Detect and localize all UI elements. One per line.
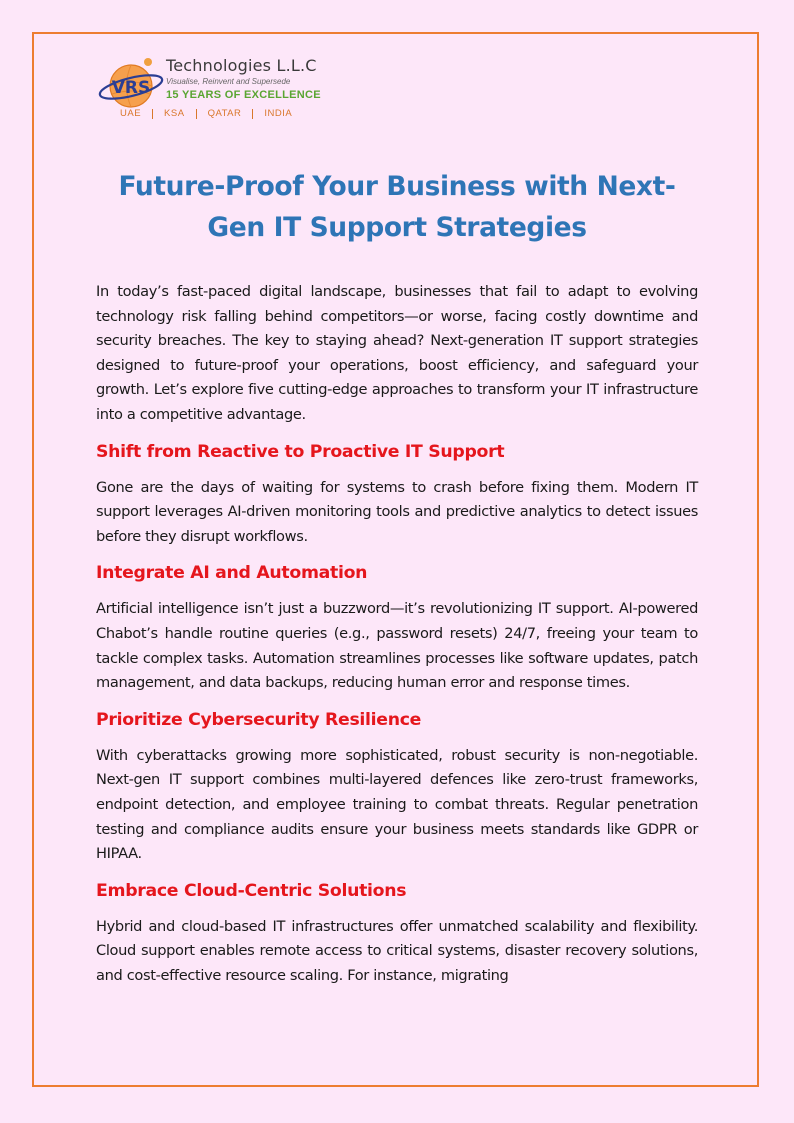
- section-heading: Prioritize Cybersecurity Resilience: [96, 709, 422, 730]
- section-heading: Embrace Cloud-Centric Solutions: [96, 880, 407, 901]
- document-title: Future-Proof Your Business with Next-Gen IT Support Strategies: [118, 171, 676, 243]
- logo-tagline: Visualise, Reinvent and Supersede: [166, 77, 291, 86]
- document-body: [96, 280, 698, 1000]
- logo-mark-text: VRS: [111, 78, 151, 98]
- region-india: INDIA: [264, 108, 293, 119]
- section-proactive-support: [96, 440, 698, 550]
- logo-years-badge: 15 YEARS OF EXCELLENCE: [166, 89, 321, 101]
- intro-paragraph: In today’s fast-paced digital landscape, businesses that fail to adapt to evolving technology risk falling behind competitors—or worse, facing costly downtime and security breaches. The key to staying ahead? Next-generation IT support strategies designed to future-proof your operations, boost efficiency, and safeguard your growth. Let’s explore five cutting-edge approaches to transform your IT infrastructure into a competitive advantage.: [96, 283, 698, 423]
- region-uae: UAE: [120, 108, 142, 119]
- logo-company-name: Technologies L.L.C: [166, 56, 317, 75]
- region-ksa: KSA: [164, 108, 185, 119]
- section-cloud-solutions: [96, 879, 698, 989]
- region-qatar: QATAR: [207, 108, 242, 119]
- vrs-globe-logo-icon: [98, 56, 164, 114]
- section-body: Gone are the days of waiting for systems to crash before fixing them. Modern IT support leverages AI-driven monitoring tools and predictive analytics to detect issues before they disrupt workflows.: [96, 478, 698, 545]
- section-cybersecurity: [96, 708, 698, 867]
- section-heading: Shift from Reactive to Proactive IT Support: [96, 441, 505, 462]
- section-heading: Integrate AI and Automation: [96, 563, 368, 584]
- section-body: Artificial intelligence isn’t just a buzzword—it’s revolutionizing IT support. AI-powered Chabot’s handle routine queries (e.g., password resets) 24/7, freeing your team to tackle complex tasks. Automation streamlines processes like software updates, patch management, and data backups, reducing human error and response times.: [96, 600, 698, 692]
- section-ai-automation: [96, 561, 698, 695]
- section-body: Hybrid and cloud-based IT infrastructures offer unmatched scalability and flexibility. Cloud support enables remote access to critical systems, disaster recovery solutions, and cost-effective resource scaling. For instance, migrating: [96, 917, 698, 984]
- section-body: With cyberattacks growing more sophisticated, robust security is non-negotiable. Next-gen IT support combines multi-layered defences like zero-trust frameworks, endpoint detection, and employee training to combat threats. Regular penetration testing and compliance audits ensure your business meets standards like GDPR or HIPAA.: [96, 746, 698, 863]
- logo-regions: [120, 108, 303, 119]
- company-logo: [98, 56, 338, 126]
